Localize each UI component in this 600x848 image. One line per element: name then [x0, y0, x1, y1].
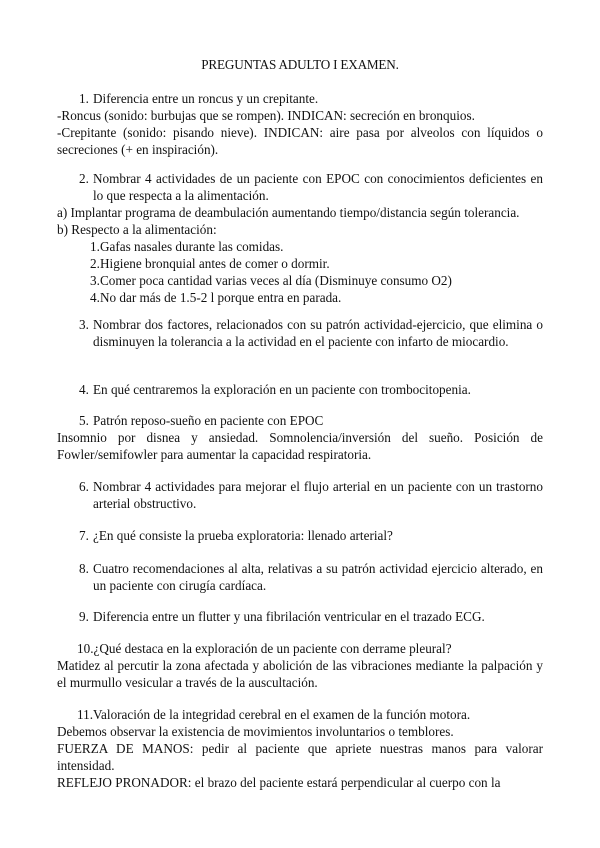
- page-title: PREGUNTAS ADULTO I EXAMEN.: [201, 57, 399, 72]
- answer-line: FUERZA DE MANOS: pedir al paciente que apriete nuestras manos para valorar intensidad.: [57, 741, 543, 773]
- question-2: [57, 170, 543, 306]
- question-label: Diferencia entre un roncus y un crepitante.: [93, 91, 319, 106]
- question-7: [57, 527, 543, 544]
- answer-text: Matidez al percutir la zona afectada y abolición de las vibraciones mediante la palpación y el murmullo vesicular a través de la auscultación.: [57, 658, 543, 690]
- question-label: En qué centraremos la exploración en un paciente con trombocitopenia.: [93, 382, 471, 397]
- question-number: 1.: [79, 91, 89, 106]
- question-number: 3.: [79, 317, 89, 332]
- question-3: [57, 316, 543, 350]
- question-number: 6.: [79, 479, 89, 494]
- answer-roncus: -Roncus (sonido: burbujas que se rompen). INDICAN: secreción en bronquios.: [57, 108, 475, 123]
- question-label: Patrón reposo-sueño en paciente con EPOC: [93, 413, 324, 428]
- answer-crepitante: -Crepitante (sonido: pisando nieve). INDICAN: aire pasa por alveolos con líquidos o secreciones (+ en inspiración).: [57, 125, 543, 157]
- question-4-text: [57, 381, 543, 398]
- question-number: 2.: [79, 171, 89, 186]
- question-label: ¿En qué consiste la prueba exploratoria: llenado arterial?: [93, 528, 393, 543]
- question-8: [57, 560, 543, 594]
- list-item: [57, 289, 543, 306]
- question-number: 8.: [79, 561, 89, 576]
- question-11: [57, 706, 543, 791]
- question-10-text: 10.¿Qué destaca en la exploración de un paciente con derrame pleural?: [77, 641, 452, 656]
- question-number: 5.: [79, 413, 89, 428]
- answer-text: Insomnio por disnea y ansiedad. Somnolencia/inversión del sueño. Posición de Fowler/semifowler para aumentar la capacidad respiratoria.: [57, 430, 543, 462]
- question-1: [57, 90, 543, 158]
- question-label: Nombrar 4 actividades de un paciente con EPOC con conocimientos deficientes en lo que respecta a la alimentación.: [93, 171, 543, 203]
- question-label: Cuatro recomendaciones al alta, relativas a su patrón actividad ejercicio alterado, en un paciente con cirugía cardíaca.: [93, 561, 543, 593]
- question-1-text: [57, 90, 543, 107]
- question-11-text: 11.Valoración de la integridad cerebral en el examen de la función motora.: [77, 707, 471, 722]
- list-item: [57, 255, 543, 272]
- list-item: [57, 272, 543, 289]
- answer-b: b) Respecto a la alimentación:: [57, 222, 217, 237]
- question-5: [57, 412, 543, 463]
- list-text: Higiene bronquial antes de comer o dormir.: [100, 256, 330, 271]
- list-item: [57, 238, 543, 255]
- list-number: 4.: [90, 290, 100, 305]
- question-number: 9.: [79, 609, 89, 624]
- question-label: Nombrar dos factores, relacionados con su patrón actividad-ejercicio, que elimina o disminuyen la tolerancia a la actividad en el paciente con infarto de miocardio.: [93, 317, 543, 349]
- question-7-text: [57, 527, 543, 544]
- question-4: [57, 381, 543, 398]
- question-2-text: [57, 170, 543, 204]
- question-9: [57, 608, 543, 625]
- question-9-text: [57, 608, 543, 625]
- question-label: Nombrar 4 actividades para mejorar el flujo arterial en un paciente con un trastorno arterial obstructivo.: [93, 479, 543, 511]
- answer-line: REFLEJO PRONADOR: el brazo del paciente estará perpendicular al cuerpo con la: [57, 775, 501, 790]
- question-6-text: [57, 478, 543, 512]
- question-10: [57, 640, 543, 691]
- question-number: 7.: [79, 528, 89, 543]
- list-number: 3.: [90, 273, 100, 288]
- question-number: 4.: [79, 382, 89, 397]
- question-5-text: [57, 412, 543, 429]
- list-text: Comer poca cantidad varias veces al día (Disminuye consumo O2): [100, 273, 452, 288]
- answer-a: a) Implantar programa de deambulación aumentando tiempo/distancia según tolerancia.: [57, 205, 520, 220]
- list-text: No dar más de 1.5-2 l porque entra en parada.: [100, 290, 342, 305]
- list-number: 1.: [90, 239, 100, 254]
- question-8-text: [57, 560, 543, 594]
- question-3-text: [57, 316, 543, 350]
- answer-line: Debemos observar la existencia de movimientos involuntarios o temblores.: [57, 724, 454, 739]
- question-6: [57, 478, 543, 512]
- list-text: Gafas nasales durante las comidas.: [100, 239, 284, 254]
- question-label: Diferencia entre un flutter y una fibrilación ventricular en el trazado ECG.: [93, 609, 485, 624]
- list-number: 2.: [90, 256, 100, 271]
